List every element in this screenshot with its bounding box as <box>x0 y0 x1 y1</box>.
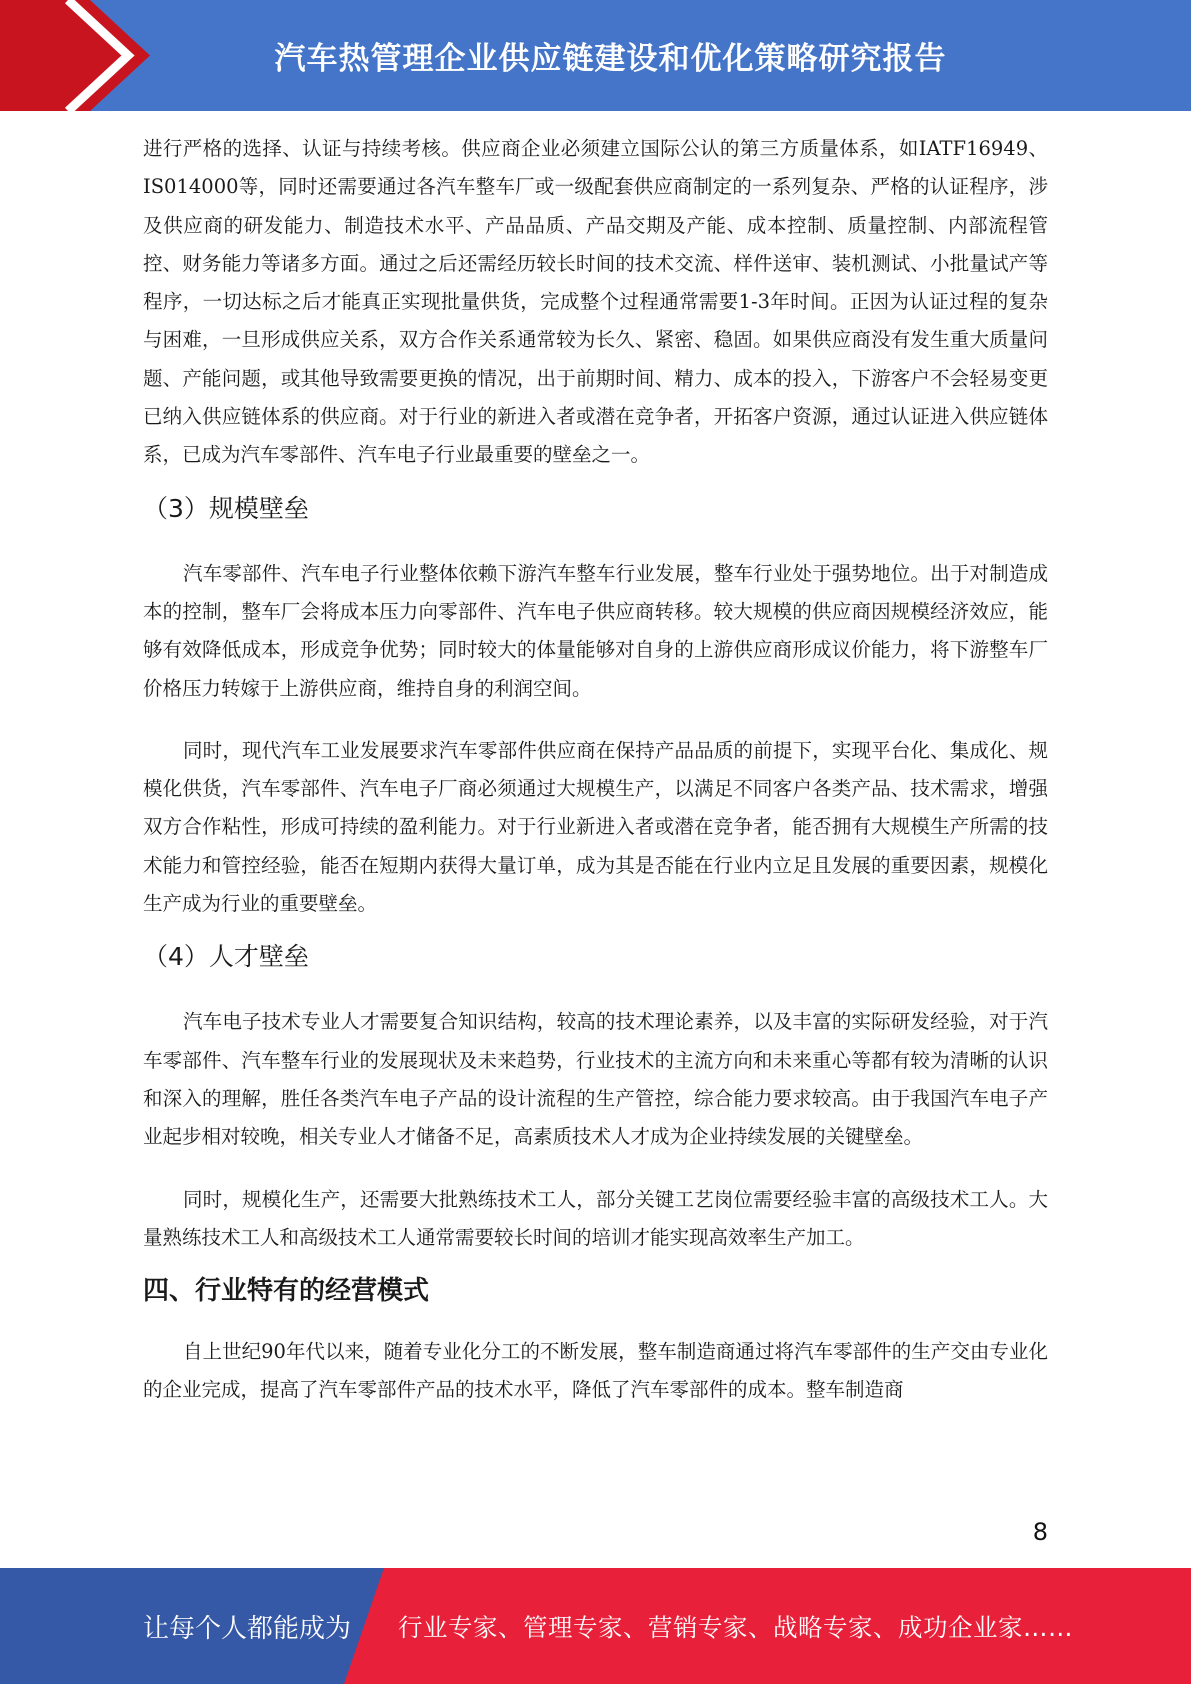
page-footer <box>0 1568 1191 1684</box>
paragraph-talent-barrier-2: 同时，规模化生产，还需要大批熟练技术工人，部分关键工艺岗位需要经验丰富的高级技术工人。大量熟练技术工人和高级技术工人通常需要较长时间的培训才能实现高效率生产加工。 <box>143 1187 1048 1249</box>
page-number: 8 <box>1032 1518 1048 1546</box>
footer-slogan-right: 行业专家、管理专家、营销专家、战略专家、成功企业家…… <box>398 1612 1073 1642</box>
heading-scale-barrier: （3）规模壁垒 <box>143 493 309 523</box>
page-header <box>0 0 1191 111</box>
paragraph-business-model: 自上世纪90年代以来，随着专业化分工的不断发展，整车制造商通过将汽车零部件的生产交由专业化的企业完成，提高了汽车零部件产品的技术水平，降低了汽车零部件的成本。整车制造商 <box>143 1340 1048 1402</box>
document-body <box>143 130 1048 1410</box>
report-title: 汽车热管理企业供应链建设和优化策略研究报告 <box>274 41 947 77</box>
paragraph-certification-barrier: 进行严格的选择、认证与持续考核。供应商企业必须建立国际公认的第三方质量体系，如IATF16949、IS014000等，同时还需要通过各汽车整车厂或一级配套供应商制定的一系列复杂、严格的认证程序，涉及供应商的研发能力、制造技术水平、产品品质、产品交期及产能、成本控制、质量控制、内部流程管控、财务能力等诸多方面。通过之后还需经历较长时间的技术交流、样件送审、装机测试、小批量试产等程序，一切达标之后才能真正实现批量供货，完成整个过程通常需要1-3年时间。正因为认证过程的复杂与困难，一旦形成供应关系，双方合作关系通常较为长久、紧密、稳固。如果供应商没有发生重大质量问题、产能问题，或其他导致需要更换的情况，出于前期时间、精力、成本的投入，下游客户不会轻易变更已纳入供应链体系的供应商。对于行业的新进入者或潜在竞争者，开拓客户资源，通过认证进入供应链体系，已成为汽车零部件、汽车电子行业最重要的壁垒之一。 <box>143 137 1048 467</box>
heading-talent-barrier: （4）人才壁垒 <box>143 942 309 972</box>
header-arrow-decoration <box>0 0 150 111</box>
paragraph-talent-barrier-1: 汽车电子技术专业人才需要复合知识结构，较高的技术理论素养，以及丰富的实际研发经验，对于汽车零部件、汽车整车行业的发展现状及未来趋势，行业技术的主流方向和未来重心等都有较为清晰的认识和深入的理解，胜任各类汽车电子产品的设计流程的生产管控，综合能力要求较高。由于我国汽车电子产业起步相对较晚，相关专业人才储备不足，高素质技术人才成为企业持续发展的关键壁垒。 <box>143 1010 1048 1149</box>
footer-slogan-left: 让每个人都能成为 <box>143 1613 352 1644</box>
section-heading-business-model: 四、行业特有的经营模式 <box>143 1276 430 1307</box>
paragraph-scale-barrier-2: 同时，现代汽车工业发展要求汽车零部件供应商在保持产品品质的前提下，实现平台化、集成化、规模化供货，汽车零部件、汽车电子厂商必须通过大规模生产，以满足不同客户各类产品、技术需求，增强双方合作粘性，形成可持续的盈利能力。对于行业新进入者或潜在竞争者，能否拥有大规模生产所需的技术能力和管控经验，能否在短期内获得大量订单，成为其是否能在行业内立足且发展的重要因素，规模化生产成为行业的重要壁垒。 <box>143 738 1048 916</box>
paragraph-scale-barrier-1: 汽车零部件、汽车电子行业整体依赖下游汽车整车行业发展，整车行业处于强势地位。出于对制造成本的控制，整车厂会将成本压力向零部件、汽车电子供应商转移。较大规模的供应商因规模经济效应，能够有效降低成本，形成竞争优势；同时较大的体量能够对自身的上游供应商形成议价能力，将下游整车厂价格压力转嫁于上游供应商，维持自身的利润空间。 <box>143 561 1048 700</box>
